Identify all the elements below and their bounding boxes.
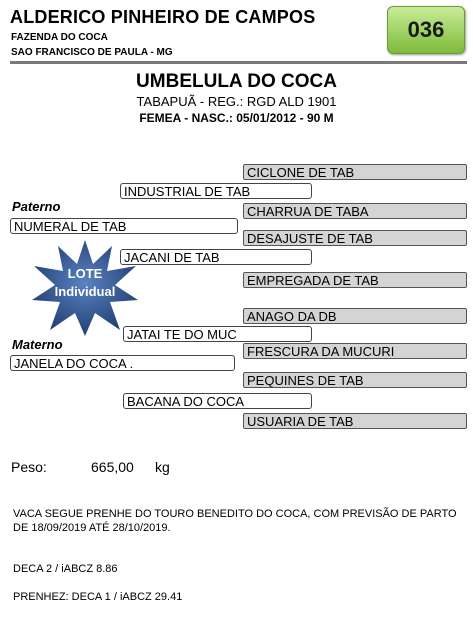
dam-sire-box: JATAI TE DO MUC [123,326,312,342]
ggp-box: USUARIA DE TAB [243,413,467,429]
animal-name: UMBELULA DO COCA [136,71,337,92]
ggp-box: FRESCURA DA MUCURI [243,343,467,359]
sire-dam-box: JACANI DE TAB [120,249,312,265]
sire-box: NUMERAL DE TAB [10,218,238,234]
lote-individual-text [30,265,140,301]
paterno-label: Paterno [12,199,61,214]
dam-dam-box: BACANA DO COCA [123,393,312,409]
ggp-box: CHARRUA DE TABA [243,203,467,219]
weight-label: Peso: [11,459,47,475]
animal-sex-birth: FEMEA - NASC.: 05/01/2012 - 90 M [139,111,334,125]
deca-text: DECA 2 / iABCZ 8.86 [13,563,118,575]
ggp-box: PEQUINES DE TAB [243,372,467,388]
individual-label: Individual [54,284,116,299]
dam-box: JANELA DO COCA . [10,355,235,371]
farm-location: SAO FRANCISCO DE PAULA - MG [11,47,173,58]
ggp-box: EMPREGADA DE TAB [243,272,467,288]
lote-label: LOTE [67,266,103,281]
farm-name: FAZENDA DO COCA [11,32,108,43]
materno-label: Materno [12,337,63,352]
ggp-box: CICLONE DE TAB [243,164,467,180]
prenhez-text: PRENHEZ: DECA 1 / iABCZ 29.41 [13,591,183,603]
ggp-box: DESAJUSTE DE TAB [243,230,467,246]
breeder-name: ALDERICO PINHEIRO DE CAMPOS [10,7,316,27]
weight-value: 665,00 [91,459,134,475]
sire-sire-box: INDUSTRIAL DE TAB [120,183,312,199]
animal-registration: TABAPUÃ - REG.: RGD ALD 1901 [136,94,337,109]
header-divider [10,61,467,64]
ggp-box: ANAGO DA DB [243,308,467,324]
weight-unit: kg [155,459,170,475]
observation-text: VACA SEGUE PRENHE DO TOURO BENEDITO DO COCA, COM PREVISÃO DE PARTO DE 18/09/2019 ATÉ 28/10/2019. [13,508,457,534]
lot-number-badge: 036 [387,6,465,54]
